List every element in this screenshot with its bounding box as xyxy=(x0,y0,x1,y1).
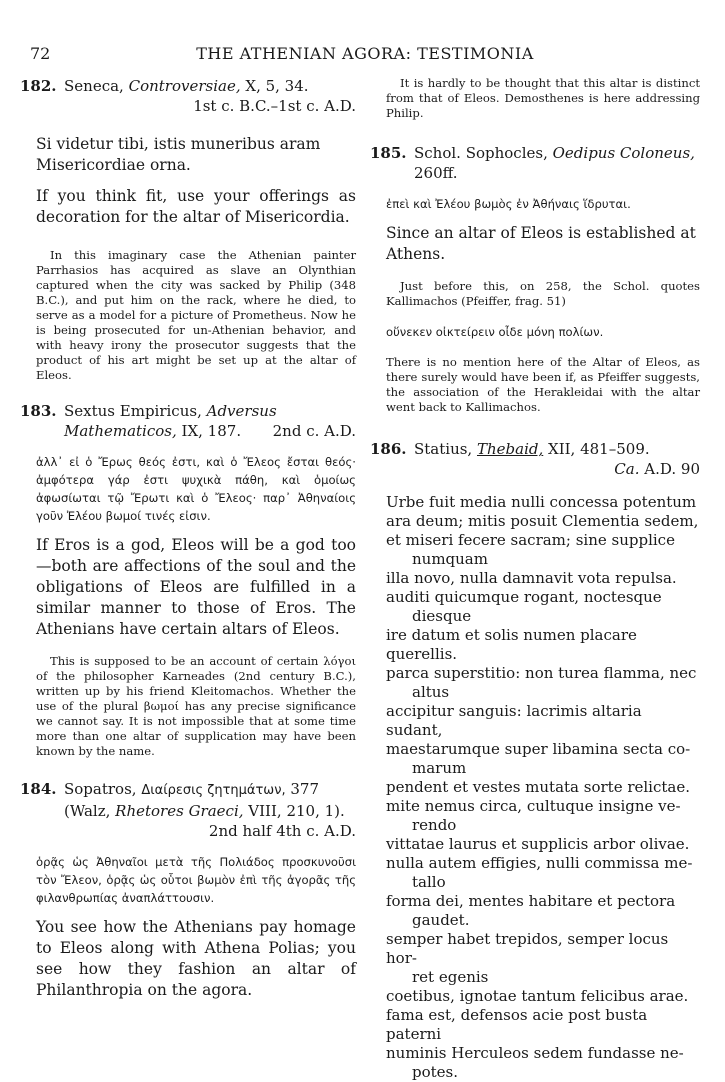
translation: If Eros is a god, Eleos will be a god too —both are affections of the soul and the obligations of Eleos are fulfilled in a similar manner to those of Eros. The Athenians have certain altars of Eleos. xyxy=(36,536,356,638)
greek-text: ὁρᾷς ὡς Ἀθηναῖοι μετὰ τῆς Πολιάδος προσκυνοῦσι τὸν Ἔλεον, ὁρᾷς ὡς οὗτοι βωμὸν ἐπὶ τῆς ἀγορᾶς τῆς φιλανθρωπίας ἀναπλάττουσιν. xyxy=(36,855,356,905)
entry-heading xyxy=(20,76,356,96)
commentary-note: This is supposed to be an account of certain λόγοι of the philosopher Karneades (2nd century B.C.), written up by his friend Kleitomachos. Whether the use of the plural βωμοί has any precise significance we cannot say. It is not impossible that at some time more than one altar of supplication may have been known by the name. xyxy=(36,654,356,758)
work-title: Controversiae, xyxy=(128,77,241,95)
verse-line: coetibus, ignotae tantum felicibus arae. xyxy=(386,987,689,1005)
date xyxy=(386,459,700,479)
greek-text: ἐπεὶ καὶ Ἐλέου βωμὸς ἐν Ἀθήναις ἵδρυται. xyxy=(386,197,631,211)
verse-line: parca superstitio: non turea flamma, nec xyxy=(386,664,697,682)
verse-line: nulla autem effigies, nulli commissa me- xyxy=(386,854,693,872)
verse-line: rendo xyxy=(412,816,457,834)
entry-183 xyxy=(20,401,356,759)
translation: If you think fit, use your offerings as decoration for the altar of Misericordia. xyxy=(36,187,356,226)
verse-line: numquam xyxy=(412,550,488,568)
commentary-note: Just before this, on 258, the Schol. quotes Kallimachos (Pfeiffer, frag. 51) xyxy=(386,279,700,308)
verse-line: illa novo, nulla damnavit vota repulsa. xyxy=(386,569,677,587)
entry-heading xyxy=(370,439,700,459)
date: 2nd c. A.D. xyxy=(272,422,356,440)
verse-line: ara deum; mitis posuit Clementia sedem, xyxy=(386,512,699,530)
continued-note: It is hardly to be thought that this altar is distinct from that of Eleos. Demosthenes is here addressing Philip. xyxy=(386,76,700,120)
reference: 377 (Walz, xyxy=(64,780,320,820)
verse-line: potes. xyxy=(412,1063,459,1081)
entry-184 xyxy=(20,779,356,1001)
commentary-note-2: There is no mention here of the Altar of Eleos, as there surely would have been if, as Pfeiffer suggests, the association of the Herakleidai with the altar went back to Kallimachos. xyxy=(386,355,700,414)
page-number: 72 xyxy=(30,44,51,63)
verse-line: et miseri fecere sacram; sine supplice xyxy=(386,531,675,549)
verse-line: mite nemus circa, cultuque insigne ve- xyxy=(386,797,681,815)
verse-line: maestarumque super libamina secta co- xyxy=(386,740,691,758)
entry-number: 184. xyxy=(20,780,57,798)
running-title: THE ATHENIAN AGORA: TESTIMONIA xyxy=(196,44,534,63)
entry-185 xyxy=(370,143,700,415)
verse-line: numinis Herculeos sedem fundasse ne- xyxy=(386,1044,684,1062)
greek-quotation: οὕνεκεν οἰκτείρειν οἶδε μόνη πολίων. xyxy=(386,325,604,339)
left-column xyxy=(20,76,356,1001)
verse-line: auditi quicumque rogant, noctesque xyxy=(386,588,662,606)
verse-block xyxy=(386,493,700,1082)
entry-number: 183. xyxy=(20,402,57,420)
verse-line: diesque xyxy=(412,607,472,625)
verse-line: pendent et vestes mutata sorte relictae. xyxy=(386,778,690,796)
verse-line: fama est, defensos acie post busta paterni xyxy=(386,1006,648,1043)
verse-line: marum xyxy=(412,759,467,777)
entry-182 xyxy=(20,76,356,383)
date: 2nd half 4th c. A.D. xyxy=(208,822,356,840)
work-title: Oedipus Coloneus, xyxy=(552,144,695,162)
verse-line: forma dei, mentes habitare et pectora xyxy=(386,892,676,910)
translation: Since an altar of Eleos is established at Athens. xyxy=(386,224,696,263)
entry-number: 186. xyxy=(370,440,407,458)
work-title: Adversus Mathematicos, xyxy=(64,402,277,440)
date-value: A.D. 90 xyxy=(644,460,700,478)
reference: 260ff. xyxy=(414,164,458,182)
work-title: Διαίρεσις ζητημάτων, xyxy=(141,783,286,798)
verse-line: gaudet. xyxy=(412,911,470,929)
page-header xyxy=(30,44,700,66)
right-column xyxy=(370,76,700,1082)
reference-2: VIII, 210, 1). xyxy=(248,802,345,820)
date-prefix: Ca. xyxy=(614,460,640,478)
greek-text: ἀλλ᾽ εἰ ὁ Ἔρως θεός ἐστι, καὶ ὁ Ἔλεος ἔσται θεός· ἀμφότερα γάρ ἐστι ψυχικὰ πάθη, καὶ ὁμοίως ἀφωσίωται τῷ Ἔρωτι καὶ ὁ Ἔλεος· παρ᾽ Ἀθηναίοις γοῦν Ἐλέου βωμοί τινές εἰσιν. xyxy=(36,455,356,523)
collection-title: Rhetores Graeci, xyxy=(115,802,244,820)
verse-line: semper habet trepidos, semper locus hor- xyxy=(386,930,669,967)
entry-number: 182. xyxy=(20,77,57,95)
author: Sopatros, xyxy=(64,780,137,798)
entry-heading xyxy=(20,401,356,441)
date: 1st c. B.C.–1st c. A.D. xyxy=(193,97,356,115)
work-title: Thebaid, xyxy=(476,440,544,458)
latin-text: Si videtur tibi, istis muneribus aram Misericordiae orna. xyxy=(36,135,321,174)
verse-line: ire datum et solis numen placare querellis. xyxy=(386,626,637,663)
verse-line: Urbe fuit media nulli concessa potentum xyxy=(386,493,697,511)
author: Schol. Sophocles, xyxy=(414,144,548,162)
verse-line: ret egenis xyxy=(412,968,489,986)
reference: IX, 187. xyxy=(181,422,242,440)
entry-186 xyxy=(370,439,700,1082)
translation: You see how the Athenians pay homage to Eleos along with Athena Polias; you see how they fashion an altar of Philanthropia on the agora. xyxy=(36,918,356,999)
commentary-note: In this imaginary case the Athenian painter Parrhasios has acquired as slave an Olynthian captured when the city was sacked by Philip (348 B.C.), and put him on the rack, where he died, to serve as a model for a picture of Prometheus. Now he is being prosecuted for un-Athenian behavior, and with heavy irony the prosecutor suggests that the product of his art might be set up at the altar of Eleos. xyxy=(36,248,356,382)
reference: X, 5, 34. xyxy=(245,77,309,95)
entry-heading xyxy=(370,143,700,183)
verse-line: vittatae laurus et supplicis arbor olivae. xyxy=(386,835,690,853)
author: Statius, xyxy=(414,440,473,458)
verse-line: accipitur sanguis: lacrimis altaria sudant, xyxy=(386,702,642,739)
author: Sextus Empiricus, xyxy=(64,402,202,420)
verse-line: altus xyxy=(412,683,450,701)
entry-number: 185. xyxy=(370,144,407,162)
reference: XII, 481–509. xyxy=(548,440,650,458)
author: Seneca, xyxy=(64,77,124,95)
verse-line: tallo xyxy=(412,873,446,891)
entry-heading xyxy=(20,779,356,821)
